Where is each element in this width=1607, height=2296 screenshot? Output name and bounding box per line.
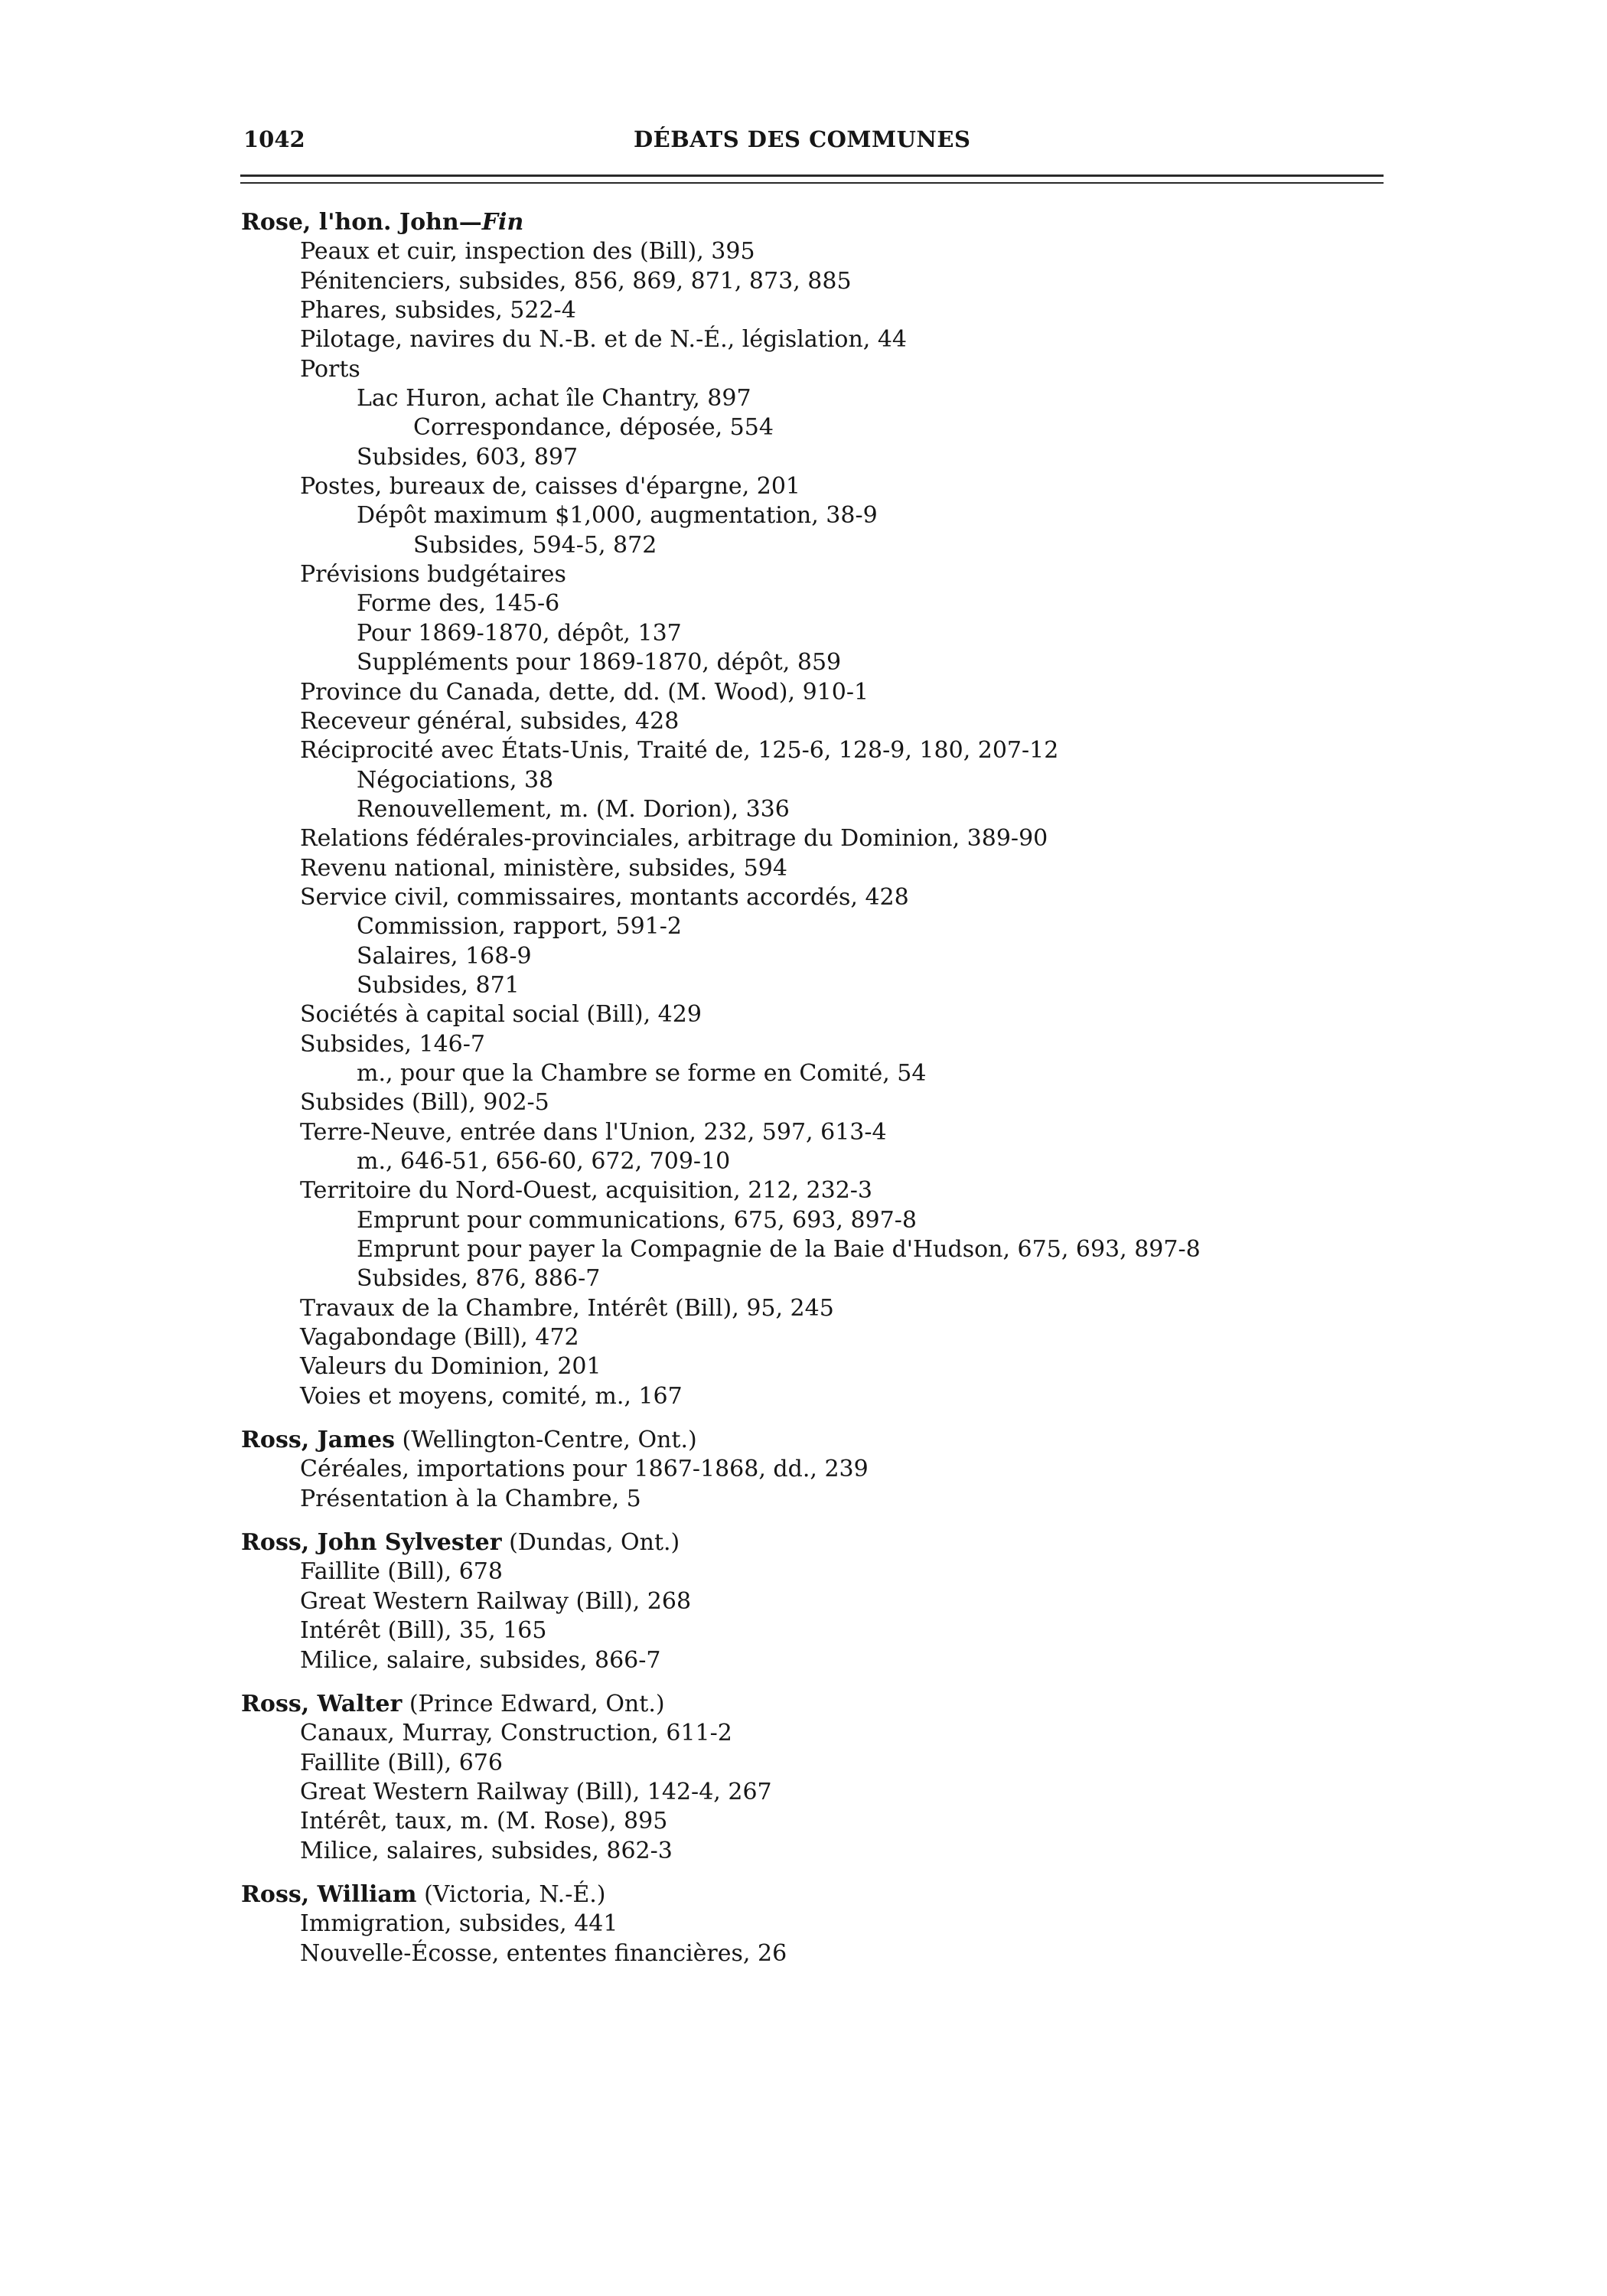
index-entry [0,1807,1607,1836]
index-entry [0,355,1607,384]
index-entry [0,1176,1607,1205]
index-entry [0,648,1607,677]
index-heading [0,1426,1607,1455]
index-entry [0,472,1607,501]
index-entry [0,1616,1607,1645]
index-entry [0,1939,1607,1968]
entry-text: Relations fédérales-provinciales, arbitrage du Dominion, 389-90 [300,825,1048,853]
entry-text: Province du Canada, dette, dd. (M. Wood), 910-1 [300,678,869,706]
index-entry [0,707,1607,736]
index-entry [0,1455,1607,1484]
entry-text: Milice, salaire, subsides, 866-7 [300,1646,661,1674]
index-entry [0,678,1607,707]
header-rule [240,174,1384,177]
entry-text: Immigration, subsides, 441 [300,1910,618,1938]
entry-text: Milice, salaires, subsides, 862-3 [300,1837,673,1864]
index-entry [0,1294,1607,1323]
index-entry [0,325,1607,354]
index-entry [0,501,1607,530]
entry-text: Valeurs du Dominion, 201 [300,1353,601,1381]
entry-text: Subsides, 594-5, 872 [413,531,657,559]
header-rule [240,182,1384,184]
index-heading [0,1880,1607,1910]
index-entry [0,766,1607,795]
entry-text: Terre-Neuve, entrée dans l'Union, 232, 597, 613-4 [300,1118,887,1146]
entry-text: Subsides, 876, 886-7 [357,1265,601,1293]
index-entry [0,1719,1607,1748]
index-heading [0,1690,1607,1719]
index-entry [0,1264,1607,1293]
entry-text: Sociétés à capital social (Bill), 429 [300,1001,702,1029]
riding-label: (Prince Edward, Ont.) [402,1690,665,1717]
entry-text: Lac Huron, achat île Chantry, 897 [357,385,751,413]
entry-text: Nouvelle-Écosse, ententes financières, 26 [300,1939,787,1967]
entry-text: Vagabondage (Bill), 472 [300,1324,579,1352]
entry-text: m., 646-51, 656-60, 672, 709-10 [357,1148,731,1175]
index-entry [0,1646,1607,1675]
index-entry [0,1352,1607,1381]
entry-text: Négociations, 38 [357,766,554,794]
entry-text: Pilotage, navires du N.-B. et de N.-É., législation, 44 [300,326,908,354]
entry-text: Service civil, commissaires, montants accordés, 428 [300,883,909,911]
index-heading [0,1528,1607,1557]
index-entry [0,1587,1607,1616]
entry-text: Voies et moyens, comité, m., 167 [300,1382,683,1410]
index-entry [0,1147,1607,1176]
entry-text: Intérêt, taux, m. (M. Rose), 895 [300,1808,668,1835]
entry-text: Réciprocité avec États-Unis, Traité de, 125-6, 128-9, 180, 207-12 [300,737,1059,765]
index-entry [0,1910,1607,1939]
entry-text: Dépôt maximum $1,000, augmentation, 38-9 [357,502,878,530]
entry-text: Forme des, 145-6 [357,590,560,618]
index-entry [0,1030,1607,1059]
index-entry [0,531,1607,560]
entry-text: m., pour que la Chambre se forme en Comité, 54 [357,1059,927,1087]
index-entry [0,619,1607,648]
entry-text: Canaux, Murray, Construction, 611-2 [300,1720,732,1747]
page-number: 1042 [243,126,305,152]
member-name: Ross, William [241,1880,417,1908]
continuation-marker: Fin [481,209,524,236]
entry-text: Pour 1869-1870, dépôt, 137 [357,619,682,647]
index-entry [0,384,1607,413]
entry-text: Faillite (Bill), 678 [300,1558,503,1586]
index-entry [0,560,1607,589]
member-name: Rose, l'hon. John— [241,209,482,236]
entry-text: Subsides, 603, 897 [357,443,579,471]
index-entry [0,1557,1607,1587]
entry-text: Céréales, importations pour 1867-1868, dd., 239 [300,1456,869,1483]
index-entry [0,1837,1607,1866]
entry-text: Commission, rapport, 591-2 [357,913,682,941]
entry-text: Subsides, 871 [357,971,520,999]
index-heading [0,208,1607,237]
index-entry [0,1485,1607,1514]
index-entry [0,1059,1607,1088]
index-entry [0,589,1607,618]
entry-text: Territoire du Nord-Ouest, acquisition, 212, 232-3 [300,1177,873,1205]
index-entry [0,1088,1607,1117]
index-entry [0,883,1607,912]
index-entry [0,1382,1607,1411]
entry-text: Great Western Railway (Bill), 142-4, 267 [300,1778,772,1805]
entry-text: Receveur général, subsides, 428 [300,707,680,735]
index-entry [0,795,1607,824]
index-entry [0,413,1607,442]
entry-text: Subsides, 146-7 [300,1030,485,1058]
entry-text: Emprunt pour communications, 675, 693, 897-8 [357,1206,917,1234]
entry-text: Prévisions budgétaires [300,561,566,589]
entry-text: Emprunt pour payer la Compagnie de la Baie d'Hudson, 675, 693, 897-8 [357,1236,1201,1264]
index-entry [0,942,1607,971]
entry-text: Peaux et cuir, inspection des (Bill), 395 [300,238,755,266]
entry-text: Présentation à la Chambre, 5 [300,1485,641,1512]
entry-text: Travaux de la Chambre, Intérêt (Bill), 95, 245 [300,1294,834,1322]
riding-label: (Dundas, Ont.) [501,1529,680,1557]
entry-text: Correspondance, déposée, 554 [413,414,774,442]
entry-text: Suppléments pour 1869-1870, dépôt, 859 [357,649,842,677]
index-entry [0,736,1607,765]
index-entry [0,1000,1607,1029]
index-entry [0,1118,1607,1147]
entry-text: Intérêt (Bill), 35, 165 [300,1617,547,1645]
entry-text: Renouvellement, m. (M. Dorion), 336 [357,795,790,823]
member-name: Ross, Walter [241,1690,403,1717]
entry-text: Ports [300,355,360,383]
index-entry [0,1749,1607,1778]
riding-label: (Victoria, N.-É.) [416,1880,606,1908]
running-title: DÉBATS DES COMMUNES [634,126,971,152]
entry-text: Postes, bureaux de, caisses d'épargne, 201 [300,473,801,501]
member-name: Ross, John Sylvester [241,1529,502,1557]
entry-text: Salaires, 168-9 [357,942,532,970]
entry-text: Phares, subsides, 522-4 [300,297,576,325]
entry-text: Faillite (Bill), 676 [300,1749,503,1776]
entry-text: Great Western Railway (Bill), 268 [300,1587,692,1615]
riding-label: (Wellington-Centre, Ont.) [394,1427,697,1454]
index-entry [0,296,1607,325]
index-entry [0,1235,1607,1264]
index-entry [0,1778,1607,1807]
index-entry [0,443,1607,472]
index-entry [0,971,1607,1000]
index-entry [0,1206,1607,1235]
entry-text: Subsides (Bill), 902-5 [300,1089,549,1117]
index-entry [0,824,1607,853]
index-entry [0,854,1607,883]
index-entry [0,912,1607,941]
index-list [0,208,1607,1968]
entry-text: Revenu national, ministère, subsides, 594 [300,854,787,882]
index-entry [0,267,1607,296]
index-entry [0,237,1607,266]
entry-text: Pénitenciers, subsides, 856, 869, 871, 873, 885 [300,267,852,295]
member-name: Ross, James [241,1427,395,1454]
index-entry [0,1323,1607,1352]
